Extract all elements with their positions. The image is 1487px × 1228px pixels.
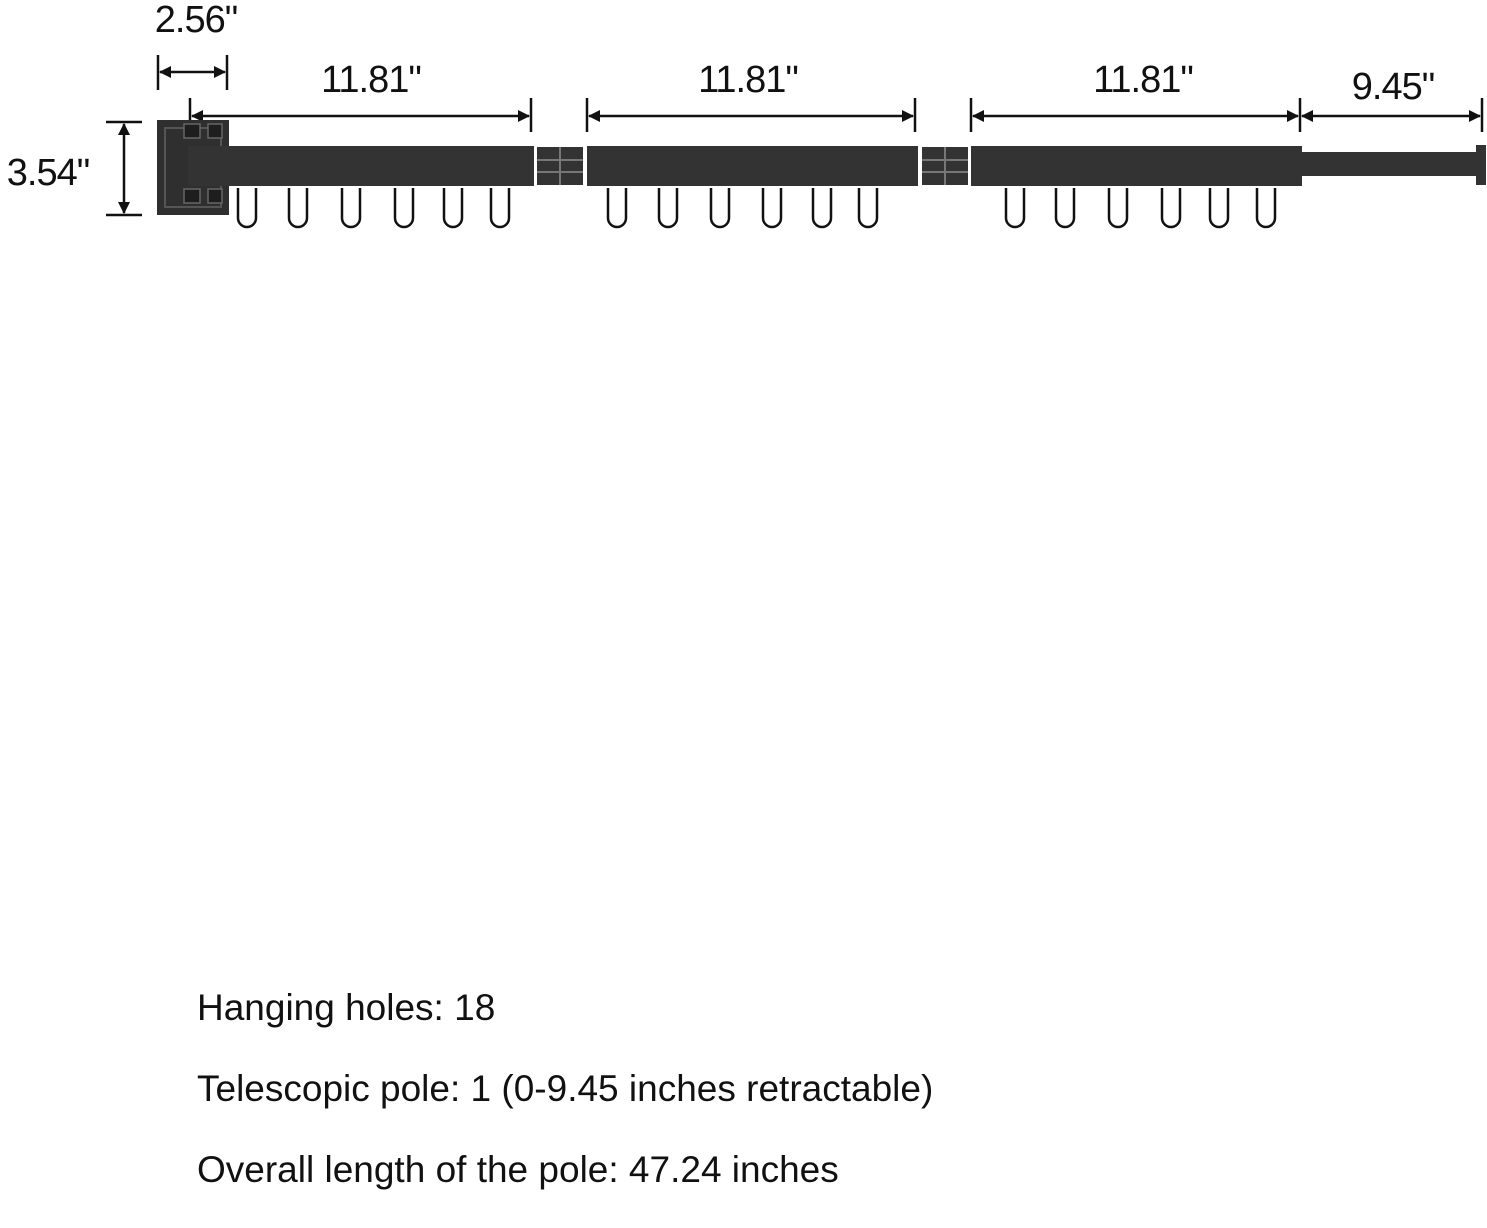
hook-segment-1-5 <box>444 188 462 227</box>
hinge-joint-2 <box>922 147 968 185</box>
hook-segment-3-6 <box>1257 188 1275 227</box>
drying-rack-dimension-diagram <box>0 0 1487 260</box>
pole-segment-3 <box>971 146 1302 186</box>
hook-segment-2-2 <box>659 188 677 227</box>
hook-segment-3-4 <box>1162 188 1180 227</box>
hook-segment-2-1 <box>608 188 626 227</box>
spec-list <box>197 985 1397 1228</box>
hanging-hooks <box>238 188 1275 227</box>
hook-segment-1-1 <box>238 188 256 227</box>
hook-segment-2-3 <box>711 188 729 227</box>
hook-segment-3-2 <box>1056 188 1074 227</box>
pole-segment-1 <box>188 146 534 186</box>
hook-segment-2-5 <box>813 188 831 227</box>
segment-1-label: 11.81" <box>321 59 421 101</box>
hook-segment-1-3 <box>342 188 360 227</box>
hook-segment-1-2 <box>289 188 307 227</box>
hook-segment-1-6 <box>491 188 509 227</box>
bracket-width-label: 2.56" <box>154 0 238 41</box>
hook-segment-1-4 <box>395 188 413 227</box>
hook-segment-2-6 <box>859 188 877 227</box>
segment-2-label: 11.81" <box>698 59 798 101</box>
telescopic-end-cap <box>1476 145 1486 185</box>
spec-hanging-holes: Hanging holes: 18 <box>197 987 496 1028</box>
telescopic-extension-label: 9.45" <box>1351 66 1435 108</box>
height-label: 3.54" <box>6 152 90 194</box>
hook-segment-2-4 <box>763 188 781 227</box>
hook-segment-3-1 <box>1006 188 1024 227</box>
hook-segment-3-3 <box>1109 188 1127 227</box>
spec-overall-length: Overall length of the pole: 47.24 inches <box>197 1149 839 1190</box>
hinge-joint-1 <box>537 147 583 185</box>
pole-segment-2 <box>587 146 918 186</box>
drying-rack <box>157 120 1486 227</box>
spec-telescopic-pole: Telescopic pole: 1 (0-9.45 inches retractable) <box>197 1068 934 1109</box>
telescopic-pole <box>1302 152 1478 176</box>
segment-3-label: 11.81" <box>1093 59 1193 101</box>
hook-segment-3-5 <box>1210 188 1228 227</box>
